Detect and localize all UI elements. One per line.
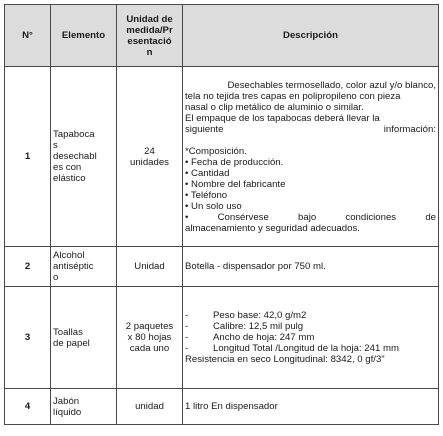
header-unit-line: esentació [127, 35, 172, 47]
header-row [5, 5, 439, 67]
desc-line [185, 310, 436, 321]
element-line: desechabl [53, 151, 97, 162]
desc-line [185, 332, 436, 343]
desc-word: condiciones [345, 211, 397, 223]
unit-line: x 80 hojas [127, 332, 172, 343]
desc-text: Peso base: 42,0 g/m2 [213, 310, 307, 321]
row-description [183, 67, 439, 247]
dash-marker: - [185, 343, 189, 354]
header-unit [117, 5, 183, 67]
desc-word: información: [383, 123, 436, 135]
table-row [5, 247, 439, 287]
desc-line: Desechables termosellado, color azul y/o blanco, [227, 79, 436, 91]
header-unit-line: medida/Pr [126, 24, 173, 36]
dash-marker: - [185, 332, 189, 343]
desc-line: Resistencia en seco Longitudinal: 8342, 0 gf/3" [185, 354, 385, 365]
unit-line: 24 [144, 145, 155, 157]
row-unit [117, 287, 183, 389]
row-element [51, 389, 117, 425]
desc-text: Longitud Total /Longitud de la hoja: 241 mm [213, 343, 399, 354]
table-row [5, 389, 439, 425]
specifications-table [4, 4, 439, 425]
header-unit-line: Unidad de [126, 13, 173, 25]
desc-line: • Un solo uso [185, 200, 242, 212]
element-line: es con [53, 162, 82, 173]
row-description [183, 287, 439, 389]
desc-spacer [185, 135, 436, 146]
element-line: o [53, 272, 59, 283]
desc-line [185, 124, 436, 135]
header-description: Descripción [183, 5, 439, 67]
row-element [51, 287, 117, 389]
unit-line: 2 paquetes [125, 321, 174, 332]
unit-line: unidades [130, 156, 169, 168]
element-line: s [53, 140, 58, 151]
row-element [51, 67, 117, 247]
element-line: de papel [53, 337, 90, 349]
dash-marker: - [185, 321, 189, 332]
header-element: Elemento [51, 5, 117, 67]
desc-line: *Composición. [185, 145, 247, 157]
row-element [51, 247, 117, 287]
row-number: 2 [5, 247, 51, 287]
element-line: Tapaboca [53, 129, 95, 140]
desc-line: almacenamiento y seguridad adecuados. [185, 222, 360, 234]
dash-marker: - [185, 310, 189, 321]
desc-line: • Nombre del fabricante [185, 178, 286, 190]
desc-text: Ancho de hoja: 247 mm [213, 332, 315, 343]
element-line: Toallas [53, 326, 83, 338]
desc-line: • Teléfono [185, 189, 228, 201]
element-line: Jabón [53, 395, 80, 407]
desc-word: siguiente [185, 123, 224, 135]
row-number: 1 [5, 67, 51, 247]
table-row [5, 67, 439, 247]
desc-line [185, 343, 436, 354]
desc-word: bajo [298, 211, 317, 223]
element-line: antiséptic [53, 261, 94, 272]
desc-word: de [425, 211, 436, 223]
desc-line: tela no tejida tres capas en polipropileno con pieza [185, 90, 401, 102]
element-line: líquido [53, 406, 82, 418]
row-unit [117, 67, 183, 247]
row-unit: Unidad [117, 247, 183, 287]
desc-text: Calibre: 12,5 mil pulg [213, 321, 304, 332]
row-unit: unidad [117, 389, 183, 425]
desc-word: Consérvese [217, 211, 269, 223]
desc-word: • [185, 211, 189, 223]
row-number: 3 [5, 287, 51, 389]
header-unit-line: n [146, 46, 153, 58]
unit-line: cada uno [129, 343, 170, 354]
desc-line [185, 321, 436, 332]
row-description: 1 litro En dispensador [183, 389, 439, 425]
desc-line: nasal o clip metálico de aluminio o similar. [185, 101, 364, 113]
header-num: N° [5, 5, 51, 67]
desc-line: El empaque de los tapabocas deberá llevar la [185, 112, 380, 124]
row-number: 4 [5, 389, 51, 425]
desc-line: • Fecha de producción. [185, 156, 284, 168]
row-description: Botella - dispensador por 750 ml. [183, 247, 439, 287]
table-row [5, 287, 439, 389]
element-line: elástico [53, 173, 86, 184]
desc-line [185, 212, 436, 223]
desc-line: • Cantidad [185, 167, 230, 179]
element-line: Alcohol [53, 250, 85, 261]
